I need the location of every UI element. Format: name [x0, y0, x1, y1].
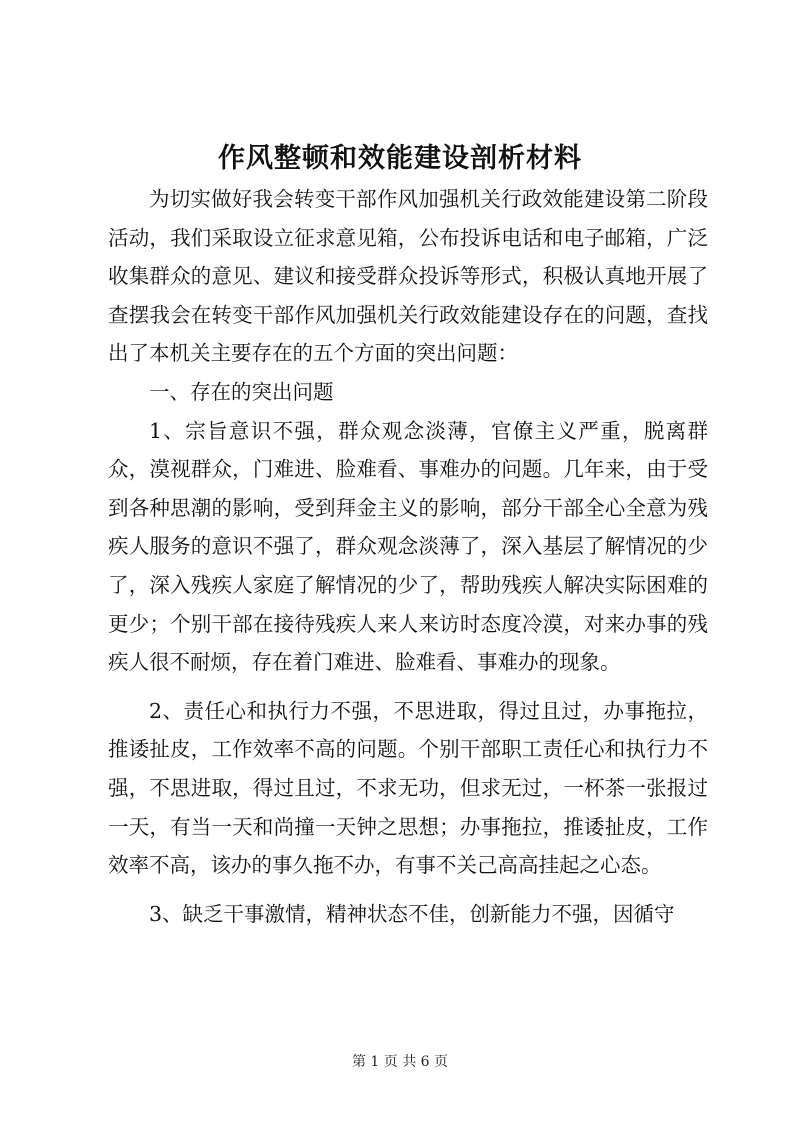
section-heading: 一、存在的突出问题 — [149, 379, 334, 404]
document-body — [108, 180, 708, 933]
paragraph-item-2: 2、责任心和执行力不强，不思进取，得过且过，办事拖拉，推诿扯皮，工作效率不高的问题。个别干部职工责任心和执行力不强，不思进取，得过且过，不求无功，但求无过，一杯茶一张报过一天，有当一天和尚撞一天钟之思想；办事拖拉，推诿扯皮，工作效率不高，该办的事久拖不办，有事不关己高高挂起之心态。 — [108, 698, 708, 878]
paragraph-item-3: 3、缺乏干事激情，精神状态不佳，创新能力不强，因循守 — [149, 901, 675, 926]
paragraph-intro: 为切实做好我会转变干部作风加强机关行政效能建设第二阶段活动，我们采取设立征求意见箱，公布投诉电话和电子邮箱，广泛收集群众的意见、建议和接受群众投诉等形式，积极认真地开展了查摆我会在转变干部作风加强机关行政效能建设存在的问题，查找出了本机关主要存在的五个方面的突出问题： — [108, 187, 708, 366]
page-number-footer: 第 1 页 共 6 页 — [351, 1054, 449, 1070]
document-title: 作风整顿和效能建设剖析材料 — [218, 143, 582, 174]
paragraph-item-1: 1、宗旨意识不强，群众观念淡薄，官僚主义严重，脱离群众，漠视群众，门难进、脸难看、事难办的问题。几年来，由于受到各种思潮的影响，受到拜金主义的影响，部分干部全心全意为残疾人服务的意识不强了，群众观念淡薄了，深入基层了解情况的少了，深入残疾人家庭了解情况的少了，帮助残疾人解决实际困难的更少；个别干部在接待残疾人来人来访时态度冷漠，对来办事的残疾人很不耐烦，存在着门难进、脸难看、事难办的现象。 — [108, 418, 708, 675]
